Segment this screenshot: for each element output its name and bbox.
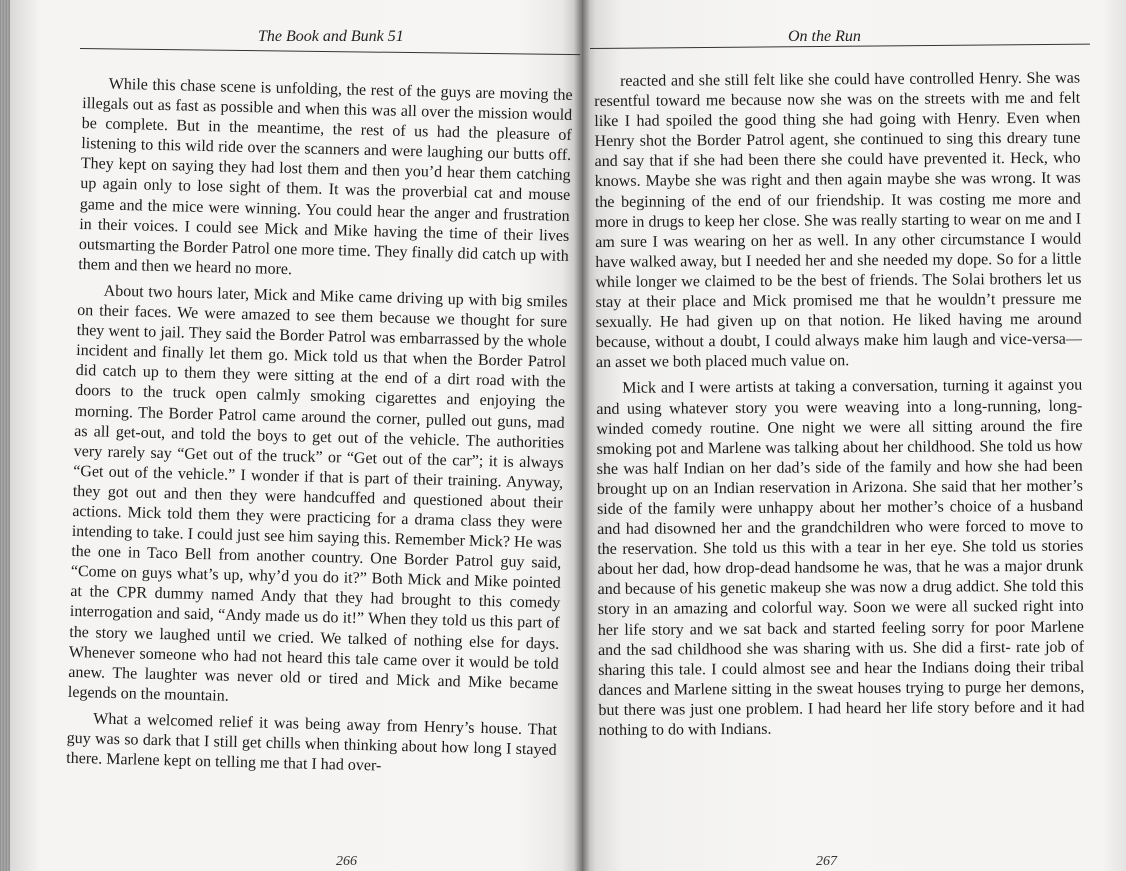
left-page-number: 266 <box>336 854 357 869</box>
right-page-number: 267 <box>816 854 837 869</box>
paragraph: While this chase scene is unfolding, the rest of the guys are moving the illegals out as fast as possible and when this was all over the mission would be complete. But in the meantime, the rest of us had the pleasure of listening to this wild ride over the scanners and were laughing our butts off. They kept on saying they had lost them and then you’d hear them catching up again only to lose sight of them. It was the proverbial cat and mouse game and the mice were winning. You could hear the anger and frustration in their voices. I could see Mick and Mike having the time of their lives outsmarting the Border Patrol one more time. They finally did catch up with them and then we heard no more. <box>78 75 573 279</box>
left-running-head: The Book and Bunk 51 <box>258 28 404 45</box>
book-gutter <box>574 0 590 871</box>
left-header-rule <box>80 48 580 55</box>
right-running-head: On the Run <box>788 28 861 45</box>
page-edges <box>0 0 10 871</box>
paragraph: reacted and she still felt like she could have controlled Henry. She was resentful toward me because now she was on the streets with me and felt like I had spoiled the good thing she had going with Henry. Even when Henry shot the Border Patrol agent, she continued to sing this dreary tune and say that if she had been there she could have prevented it. Heck, who knows. Maybe she was right and then again maybe she was wrong. It was the beginning of the end of our friendship. It was costing me more and more in drugs to keep her close. She was really starting to wear on me and I am sure I was wearing on her as well. In any other circumstance I would have walked away, but I needed her and she needed my dope. So for a little while longer we claimed to be the best of friends. The Solai brothers let us stay at their place and Mick promised me that he wouldn’t pressure me sexually. He had given up on that notion. He liked having me around because, without a doubt, I could always make him laugh and vice-versa—an asset we both placed much value on. <box>594 69 1082 372</box>
left-page-text <box>66 74 573 787</box>
paragraph: Mick and I were artists at taking a conversation, turning it against you and using whatever story you were weaving into a long-running, long-winded comedy routine. One night we were all sitting around the fire smoking pot and Marlene was talking about her childhood. She told us how she was half Indian on her dad’s side of the family and how she had been brought up on an Indian reservation in Arizona. She said that her mother’s side of the family were unhappy about her mother’s choice of a husband and had disowned her and the grandchildren who were forced to move to the reservation. She told us this with a tear in her eye. She told us stories about her dad, how drop-dead handsome he was, that he was a major drunk and because of his genetic makeup she was now a drug addict. She told this story in an amazing and colorful way. Soon we were all sucked right into her life story and we sat back and started feeling sorry for poor Marlene and the sad childhood she was sharing with us. She did a first- rate job of sharing this tale. I could almost see and hear the Indians doing their tribal dances and Marlene sitting in the sweat houses trying to purge her demons, but there was just one problem. I had heard her life story before and it had nothing to do with Indians. <box>596 377 1085 739</box>
right-page-text <box>594 69 1085 747</box>
paragraph: What a welcomed relief it was being away from Henry’s house. That guy was so dark that I still get chills when thinking about how long I stayed there. Marlene kept on telling me that I had over- <box>66 710 558 775</box>
right-page <box>582 0 1126 871</box>
paragraph: About two hours later, Mick and Mike came driving up with big smiles on their faces. We were amazed to see them because we thought for sure they went to jail. They said the Border Patrol was embarrassed by the whole incident and finally let them go. Mick told us that when the Border Patrol did catch up to them they were sitting at the end of a dirt road with the doors to the truck open calmly smoking cigarettes and enjoying the morning. The Border Patrol came around the corner, pulled out guns, mad as all get-out, and told the boys to get out of the vehicle. The authorities very rarely say “Get out of the truck” or “Get out of the car”; it is always “Get out of the vehicle.” I wonder if that is part of their training. Anyway, they got out and then they were handcuffed and questioned about their actions. Mick told them they were practicing for a drama class they were intending to take. I could just see him saying this. Remember Mick? He was the one in Taco Bell from another country. One Border Patrol guy said, “Come on guys what’s up, why’d you do it?” Both Mick and Mike pointed at the CPR dummy named Andy that they had brought to this comedy interrogation and said, “Andy made us do it!” When they told us this part of the story we laughed until we cried. We talked of nothing else for days. Whenever someone who had not heard this tale came over it would be told anew. The laughter was never old or tired and Mick and Mike became legends on the mountain. <box>67 282 568 705</box>
